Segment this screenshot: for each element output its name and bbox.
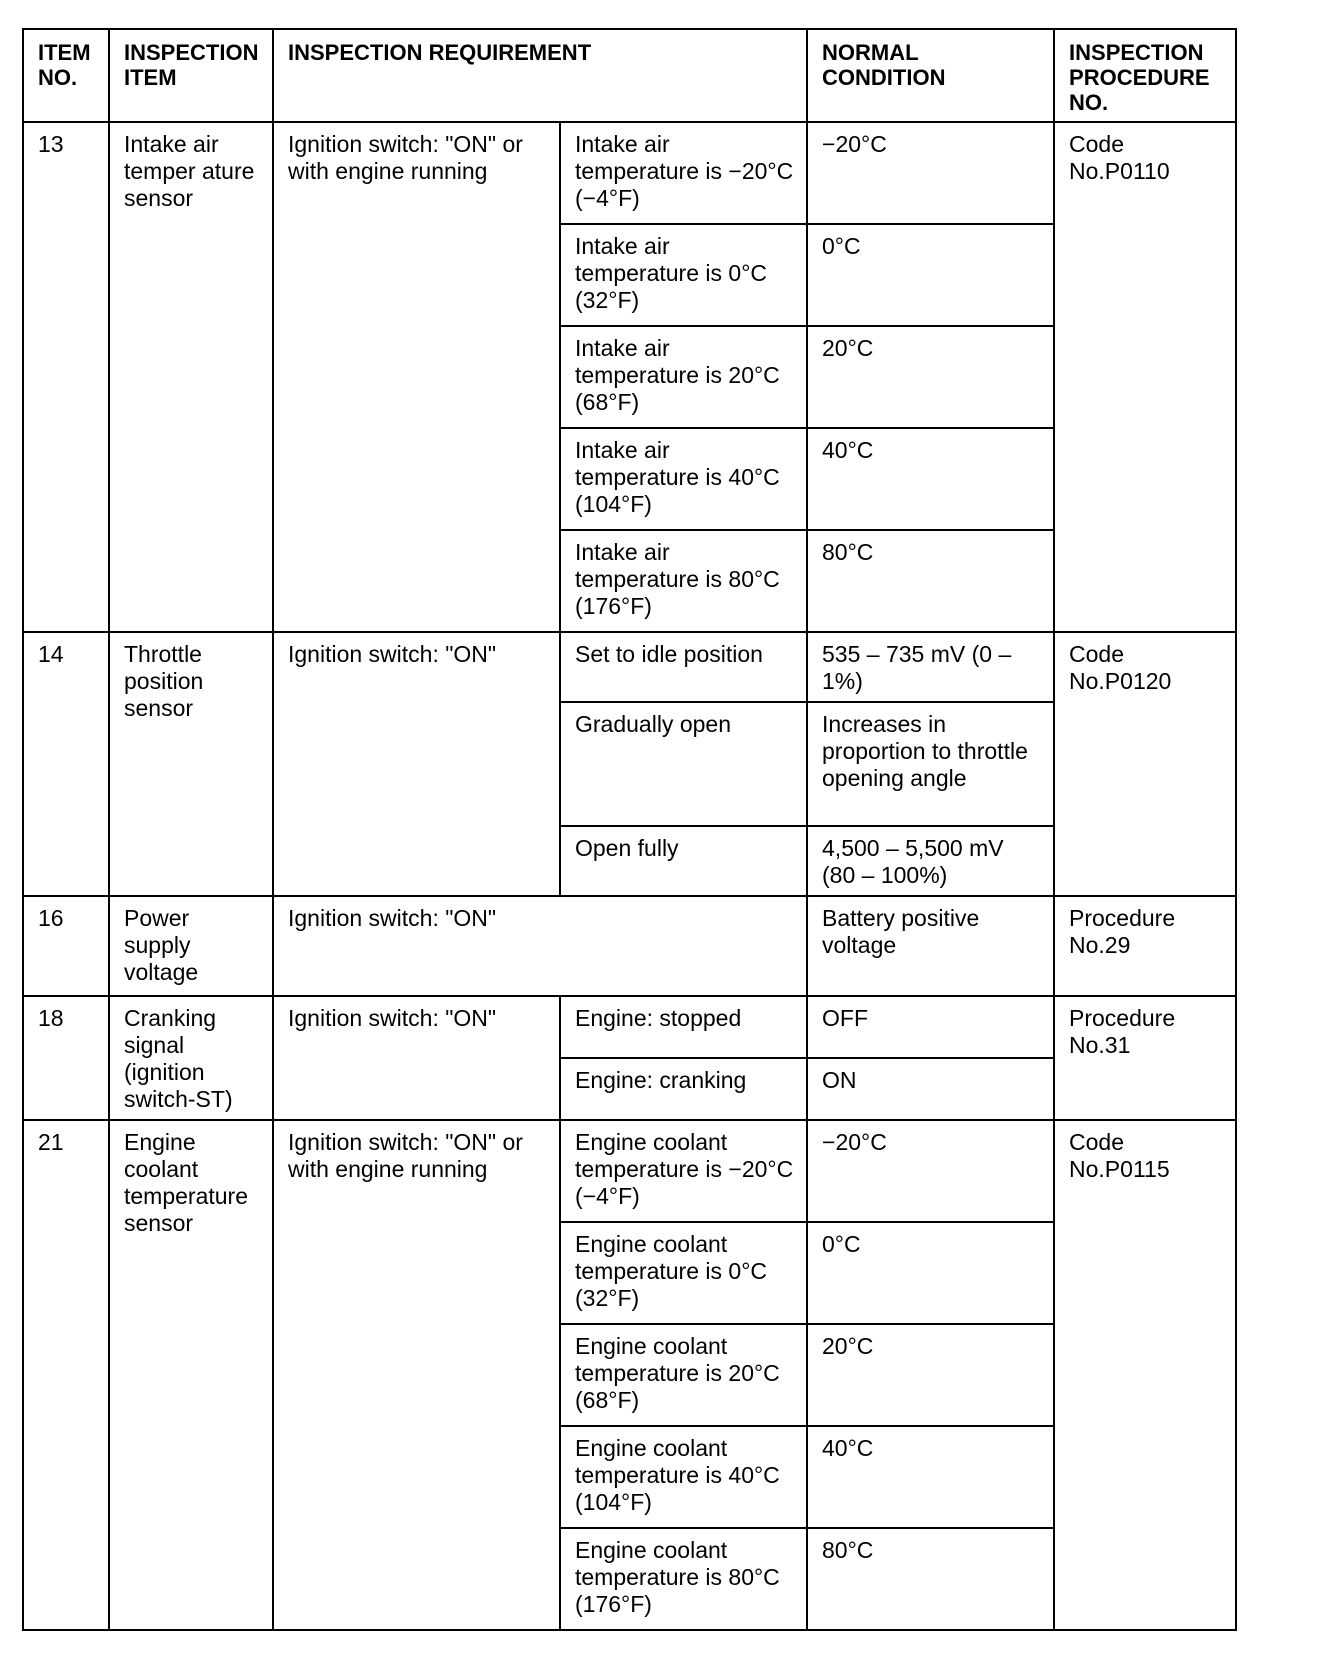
header-normal-condition: NORMAL CONDITION [807, 29, 1054, 122]
normal-condition-cell: 20°C [807, 326, 1054, 428]
normal-condition-cell: 535 – 735 mV (0 – 1%) [807, 632, 1054, 702]
procedure-cell: Procedure No.31 [1054, 996, 1236, 1120]
inspection-item-cell: Power supply voltage [109, 896, 273, 996]
normal-condition-cell: −20°C [807, 122, 1054, 224]
normal-condition-cell: ON [807, 1058, 1054, 1120]
table-row [23, 632, 1236, 702]
condition-cell: Engine coolant temperature is 80°C (176°F) [560, 1528, 807, 1630]
normal-condition-cell: −20°C [807, 1120, 1054, 1222]
condition-cell: Intake air temperature is 40°C (104°F) [560, 428, 807, 530]
condition-cell: Intake air temperature is −20°C (−4°F) [560, 122, 807, 224]
table-row [23, 896, 1236, 996]
header-inspection-requirement: INSPECTION REQUIREMENT [273, 29, 807, 122]
normal-condition-cell: 0°C [807, 224, 1054, 326]
condition-cell: Intake air temperature is 80°C (176°F) [560, 530, 807, 632]
requirement-cell: Ignition switch: "ON" [273, 896, 807, 996]
normal-condition-cell: 80°C [807, 530, 1054, 632]
item-no-cell: 21 [23, 1120, 109, 1630]
procedure-cell: Code No.P0115 [1054, 1120, 1236, 1630]
item-no-cell: 16 [23, 896, 109, 996]
inspection-table [22, 28, 1237, 1631]
condition-cell: Engine coolant temperature is 20°C (68°F) [560, 1324, 807, 1426]
item-no-cell: 13 [23, 122, 109, 632]
normal-condition-cell: Increases in proportion to throttle opening angle [807, 702, 1054, 826]
condition-cell: Intake air temperature is 0°C (32°F) [560, 224, 807, 326]
item-no-cell: 18 [23, 996, 109, 1120]
inspection-item-cell: Throttle position sensor [109, 632, 273, 896]
normal-condition-cell: 20°C [807, 1324, 1054, 1426]
normal-condition-cell: 40°C [807, 428, 1054, 530]
header-row [23, 29, 1236, 122]
condition-cell: Engine: cranking [560, 1058, 807, 1120]
condition-cell: Engine coolant temperature is −20°C (−4°F) [560, 1120, 807, 1222]
condition-cell: Gradually open [560, 702, 807, 826]
inspection-table-sheet [22, 28, 1237, 1631]
normal-condition-cell: 40°C [807, 1426, 1054, 1528]
normal-condition-cell: 4,500 – 5,500 mV (80 – 100%) [807, 826, 1054, 896]
header-item-no: ITEM NO. [23, 29, 109, 122]
inspection-item-cell: Engine coolant temperature sensor [109, 1120, 273, 1630]
header-procedure-no: INSPECTION PROCEDURE NO. [1054, 29, 1236, 122]
table-row [23, 1120, 1236, 1222]
condition-cell: Set to idle position [560, 632, 807, 702]
condition-cell: Intake air temperature is 20°C (68°F) [560, 326, 807, 428]
table-row [23, 122, 1236, 224]
normal-condition-cell: 0°C [807, 1222, 1054, 1324]
normal-condition-cell: OFF [807, 996, 1054, 1058]
header-inspection-item: INSPECTION ITEM [109, 29, 273, 122]
procedure-cell: Code No.P0110 [1054, 122, 1236, 632]
requirement-cell: Ignition switch: "ON" [273, 996, 560, 1120]
condition-cell: Engine coolant temperature is 0°C (32°F) [560, 1222, 807, 1324]
procedure-cell: Code No.P0120 [1054, 632, 1236, 896]
normal-condition-cell: Battery positive voltage [807, 896, 1054, 996]
requirement-cell: Ignition switch: "ON" or with engine running [273, 1120, 560, 1630]
condition-cell: Open fully [560, 826, 807, 896]
requirement-cell: Ignition switch: "ON" [273, 632, 560, 896]
inspection-item-cell: Cranking signal (ignition switch-ST) [109, 996, 273, 1120]
normal-condition-cell: 80°C [807, 1528, 1054, 1630]
procedure-cell: Procedure No.29 [1054, 896, 1236, 996]
condition-cell: Engine coolant temperature is 40°C (104°F) [560, 1426, 807, 1528]
item-no-cell: 14 [23, 632, 109, 896]
table-row [23, 996, 1236, 1058]
requirement-cell: Ignition switch: "ON" or with engine running [273, 122, 560, 632]
inspection-item-cell: Intake air temper ature sensor [109, 122, 273, 632]
condition-cell: Engine: stopped [560, 996, 807, 1058]
